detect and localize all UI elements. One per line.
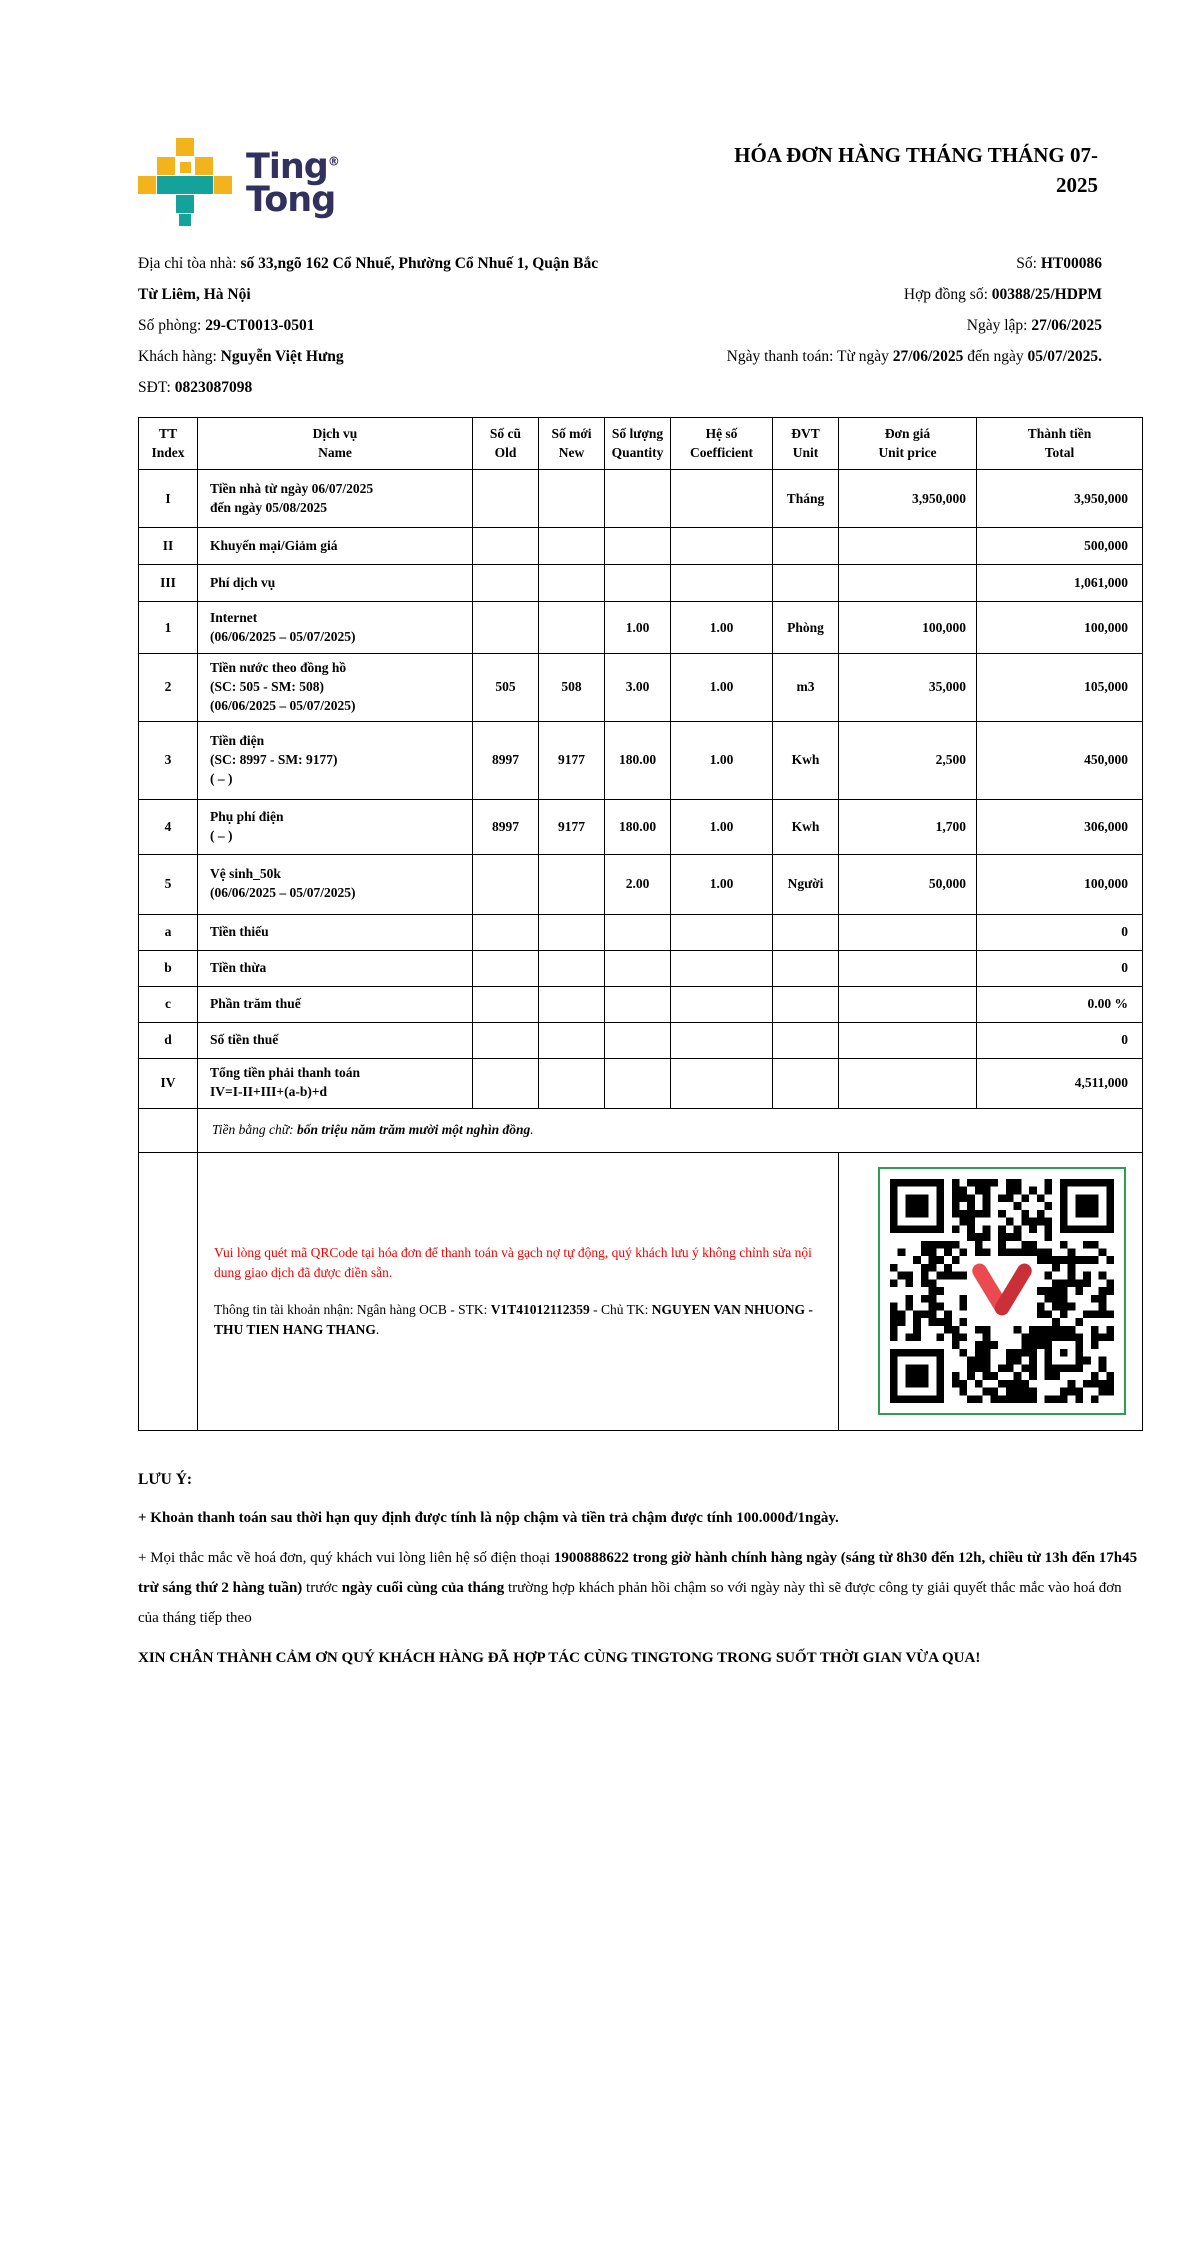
cell-old-reading: 8997 xyxy=(473,799,539,854)
cell-index: a xyxy=(139,914,198,950)
table-header-row xyxy=(139,418,1143,470)
cell-coefficient: 1.00 xyxy=(671,721,773,799)
cell-quantity xyxy=(605,986,671,1022)
page-title: HÓA ĐƠN HÀNG THÁNG THÁNG 07-2025 xyxy=(734,143,1098,198)
cell-unit-price xyxy=(839,1022,977,1058)
cell-total: 0 xyxy=(977,914,1143,950)
amount-in-words-row xyxy=(139,1108,1143,1152)
cell-index: 2 xyxy=(139,654,198,722)
cell-unit-price xyxy=(839,565,977,602)
cell-total: 0 xyxy=(977,950,1143,986)
cell-unit xyxy=(773,1022,839,1058)
late-payment-note: + Khoản thanh toán sau thời hạn quy định được tính là nộp chậm và tiền trả chậm được tính 100.000đ/1ngày. xyxy=(138,1509,839,1526)
cell-index: 3 xyxy=(139,721,198,799)
cell-unit xyxy=(773,914,839,950)
info-line: Số phòng: 29-CT0013-0501 xyxy=(138,317,315,334)
cell-coefficient xyxy=(671,470,773,528)
column-header: Số mới New xyxy=(539,418,605,470)
cell-quantity: 3.00 xyxy=(605,654,671,722)
cell-quantity xyxy=(605,565,671,602)
cell-total: 0 xyxy=(977,1022,1143,1058)
cell-unit-price xyxy=(839,950,977,986)
cell-old-reading xyxy=(473,602,539,654)
cell-empty xyxy=(139,1108,198,1152)
cell-quantity xyxy=(605,1058,671,1108)
cell-total: 306,000 xyxy=(977,799,1143,854)
hotline-note: + Mọi thắc mắc về hoá đơn, quý khách vui lòng liên hệ số điện thoại 1900888622 trong giờ hành chính hàng ngày (sáng từ 8h30 đến 12h, chiều từ 13h đến 17h45 trừ sáng thứ 2 hàng tuần) trước ngày cuối cùng của tháng trường hợp khách phản hồi chậm so với ngày này thì sẽ được công ty giải quyết thắc mắc vào hoá đơn của tháng tiếp theo xyxy=(138,1549,1138,1626)
cell-unit: Phòng xyxy=(773,602,839,654)
cell-service-name: Khuyến mại/Giảm giá xyxy=(198,528,473,565)
cell-index: c xyxy=(139,986,198,1022)
footer-notes xyxy=(138,1471,1142,1673)
table-row xyxy=(139,950,1143,986)
amount-in-words: Tiền bằng chữ: bốn triệu năm trăm mười một nghìn đồng. xyxy=(198,1108,1143,1152)
tingtong-logo xyxy=(138,138,340,230)
info-right-column xyxy=(622,248,1102,403)
cell-service-name: Internet (06/06/2025 – 05/07/2025) xyxy=(198,602,473,654)
column-header: Dịch vụ Name xyxy=(198,418,473,470)
cell-index: 1 xyxy=(139,602,198,654)
cell-new-reading: 9177 xyxy=(539,799,605,854)
bank-account-note: Thông tin tài khoản nhận: Ngân hàng OCB - STK: V1T41012112359 - Chủ TK: NGUYEN VAN NHUONG - THU TIEN HANG THANG. xyxy=(214,1302,813,1337)
cell-service-name: Tiền nước theo đồng hồ (SC: 505 - SM: 508) (06/06/2025 – 05/07/2025) xyxy=(198,654,473,722)
column-header: Đơn giá Unit price xyxy=(839,418,977,470)
cell-quantity: 180.00 xyxy=(605,799,671,854)
cell-index: b xyxy=(139,950,198,986)
cell-coefficient xyxy=(671,950,773,986)
cell-new-reading xyxy=(539,470,605,528)
table-row xyxy=(139,528,1143,565)
cell-index: 5 xyxy=(139,854,198,914)
cell-old-reading xyxy=(473,1058,539,1108)
cell-index: III xyxy=(139,565,198,602)
table-row xyxy=(139,914,1143,950)
cell-total: 4,511,000 xyxy=(977,1058,1143,1108)
cell-quantity: 180.00 xyxy=(605,721,671,799)
cell-old-reading xyxy=(473,914,539,950)
cell-unit-price: 100,000 xyxy=(839,602,977,654)
cell-quantity: 2.00 xyxy=(605,854,671,914)
qr-code xyxy=(890,1179,1114,1403)
cell-coefficient xyxy=(671,528,773,565)
info-line: Khách hàng: Nguyễn Việt Hưng xyxy=(138,348,344,365)
cell-quantity: 1.00 xyxy=(605,602,671,654)
qr-code-frame xyxy=(878,1167,1126,1415)
cell-new-reading xyxy=(539,1022,605,1058)
cell-service-name: Tiền nhà từ ngày 06/07/2025 đến ngày 05/08/2025 xyxy=(198,470,473,528)
info-line: Ngày thanh toán: Từ ngày 27/06/2025 đến ngày 05/07/2025. xyxy=(726,348,1102,365)
cell-unit: Kwh xyxy=(773,721,839,799)
column-header: Số lượng Quantity xyxy=(605,418,671,470)
cell-old-reading xyxy=(473,565,539,602)
cell-unit-price: 3,950,000 xyxy=(839,470,977,528)
registered-mark: ® xyxy=(327,154,340,169)
cell-unit-price: 2,500 xyxy=(839,721,977,799)
cell-service-name: Tiền điện (SC: 8997 - SM: 9177) ( – ) xyxy=(198,721,473,799)
cell-unit-price xyxy=(839,986,977,1022)
cell-service-name: Vệ sinh_50k (06/06/2025 – 05/07/2025) xyxy=(198,854,473,914)
cell-unit-price xyxy=(839,914,977,950)
cell-new-reading xyxy=(539,528,605,565)
cell-quantity xyxy=(605,1022,671,1058)
invoice-info xyxy=(138,248,1142,403)
tingtong-wordmark: Ting® Tong xyxy=(246,147,340,220)
cell-coefficient: 1.00 xyxy=(671,654,773,722)
cell-coefficient xyxy=(671,565,773,602)
cell-unit: Người xyxy=(773,854,839,914)
table-row xyxy=(139,1058,1143,1108)
column-header: Hệ số Coefficient xyxy=(671,418,773,470)
cell-new-reading xyxy=(539,914,605,950)
cell-quantity xyxy=(605,950,671,986)
table-row xyxy=(139,602,1143,654)
cell-service-name: Phần trăm thuế xyxy=(198,986,473,1022)
cell-service-name: Phụ phí điện ( – ) xyxy=(198,799,473,854)
cell-coefficient xyxy=(671,1058,773,1108)
cell-new-reading: 9177 xyxy=(539,721,605,799)
cell-unit-price xyxy=(839,528,977,565)
info-line: Ngày lập: 27/06/2025 xyxy=(966,317,1102,334)
cell-total: 100,000 xyxy=(977,854,1143,914)
cell-new-reading xyxy=(539,1058,605,1108)
cell-total: 0.00 % xyxy=(977,986,1143,1022)
cell-old-reading xyxy=(473,950,539,986)
invoice-table xyxy=(138,417,1143,1431)
cell-new-reading xyxy=(539,986,605,1022)
cell-unit: m3 xyxy=(773,654,839,722)
column-header: Thành tiền Total xyxy=(977,418,1143,470)
cell-index: II xyxy=(139,528,198,565)
cell-new-reading xyxy=(539,565,605,602)
cell-service-name: Tiền thiếu xyxy=(198,914,473,950)
table-row xyxy=(139,721,1143,799)
table-row xyxy=(139,1022,1143,1058)
cell-coefficient: 1.00 xyxy=(671,602,773,654)
cell-total: 100,000 xyxy=(977,602,1143,654)
cell-unit xyxy=(773,986,839,1022)
cell-unit-price: 50,000 xyxy=(839,854,977,914)
cell-old-reading xyxy=(473,528,539,565)
cell-empty xyxy=(139,1152,198,1430)
table-row xyxy=(139,986,1143,1022)
cell-service-name: Tổng tiền phải thanh toán IV=I-II+III+(a-b)+d xyxy=(198,1058,473,1108)
cell-old-reading xyxy=(473,470,539,528)
cell-coefficient: 1.00 xyxy=(671,854,773,914)
cell-service-name: Số tiền thuế xyxy=(198,1022,473,1058)
cell-service-name: Tiền thừa xyxy=(198,950,473,986)
cell-old-reading xyxy=(473,854,539,914)
cell-unit xyxy=(773,565,839,602)
column-header: TT Index xyxy=(139,418,198,470)
notice-heading: LƯU Ý: xyxy=(138,1470,193,1488)
column-header: Số cũ Old xyxy=(473,418,539,470)
cell-index: d xyxy=(139,1022,198,1058)
cell-unit: Kwh xyxy=(773,799,839,854)
cell-old-reading: 8997 xyxy=(473,721,539,799)
info-line: Địa chỉ tòa nhà: số 33,ngõ 162 Cổ Nhuế, Phường Cổ Nhuế 1, Quận Bắc Từ Liêm, Hà Nội xyxy=(138,255,599,303)
cell-unit-price xyxy=(839,1058,977,1108)
cell-new-reading: 508 xyxy=(539,654,605,722)
info-line: Số: HT00086 xyxy=(1016,255,1102,272)
cell-unit xyxy=(773,528,839,565)
cell-new-reading xyxy=(539,854,605,914)
cell-service-name: Phí dịch vụ xyxy=(198,565,473,602)
cell-unit xyxy=(773,1058,839,1108)
cell-unit-price: 35,000 xyxy=(839,654,977,722)
cell-coefficient xyxy=(671,1022,773,1058)
cell-total: 500,000 xyxy=(977,528,1143,565)
table-row xyxy=(139,470,1143,528)
cell-quantity xyxy=(605,528,671,565)
qr-scan-note: Vui lòng quét mã QRCode tại hóa đơn để thanh toán và gạch nợ tự động, quý khách lưu ý không chỉnh sửa nội dung giao dịch đã được điền sẵn. xyxy=(214,1245,812,1280)
cell-coefficient xyxy=(671,986,773,1022)
cell-quantity xyxy=(605,470,671,528)
cell-new-reading xyxy=(539,950,605,986)
cell-total: 1,061,000 xyxy=(977,565,1143,602)
cell-index: 4 xyxy=(139,799,198,854)
info-left-column xyxy=(138,248,608,403)
cell-old-reading xyxy=(473,986,539,1022)
cell-index: IV xyxy=(139,1058,198,1108)
cell-old-reading: 505 xyxy=(473,654,539,722)
cell-total: 3,950,000 xyxy=(977,470,1143,528)
cell-coefficient: 1.00 xyxy=(671,799,773,854)
cell-index: I xyxy=(139,470,198,528)
qr-code-cell xyxy=(839,1152,1143,1430)
cell-unit xyxy=(773,950,839,986)
cell-total: 105,000 xyxy=(977,654,1143,722)
info-line: SĐT: 0823087098 xyxy=(138,379,253,396)
column-header: ĐVT Unit xyxy=(773,418,839,470)
cell-unit-price: 1,700 xyxy=(839,799,977,854)
table-row xyxy=(139,654,1143,722)
header xyxy=(138,138,1142,230)
cell-old-reading xyxy=(473,1022,539,1058)
table-row xyxy=(139,854,1143,914)
cell-quantity xyxy=(605,914,671,950)
table-row xyxy=(139,799,1143,854)
invoice-page xyxy=(138,0,1142,1673)
table-row xyxy=(139,565,1143,602)
info-line: Hợp đồng số: 00388/25/HDPM xyxy=(903,286,1102,303)
qr-payment-row xyxy=(139,1152,1143,1430)
cell-unit: Tháng xyxy=(773,470,839,528)
cell-new-reading xyxy=(539,602,605,654)
tingtong-logo-icon xyxy=(138,138,232,230)
qr-payment-text-cell xyxy=(198,1152,839,1430)
closing-thanks: XIN CHÂN THÀNH CẢM ƠN QUÝ KHÁCH HÀNG ĐÃ HỢP TÁC CÙNG TINGTONG TRONG SUỐT THỜI GIAN VỪA QUA! xyxy=(138,1649,981,1666)
cell-coefficient xyxy=(671,914,773,950)
cell-total: 450,000 xyxy=(977,721,1143,799)
